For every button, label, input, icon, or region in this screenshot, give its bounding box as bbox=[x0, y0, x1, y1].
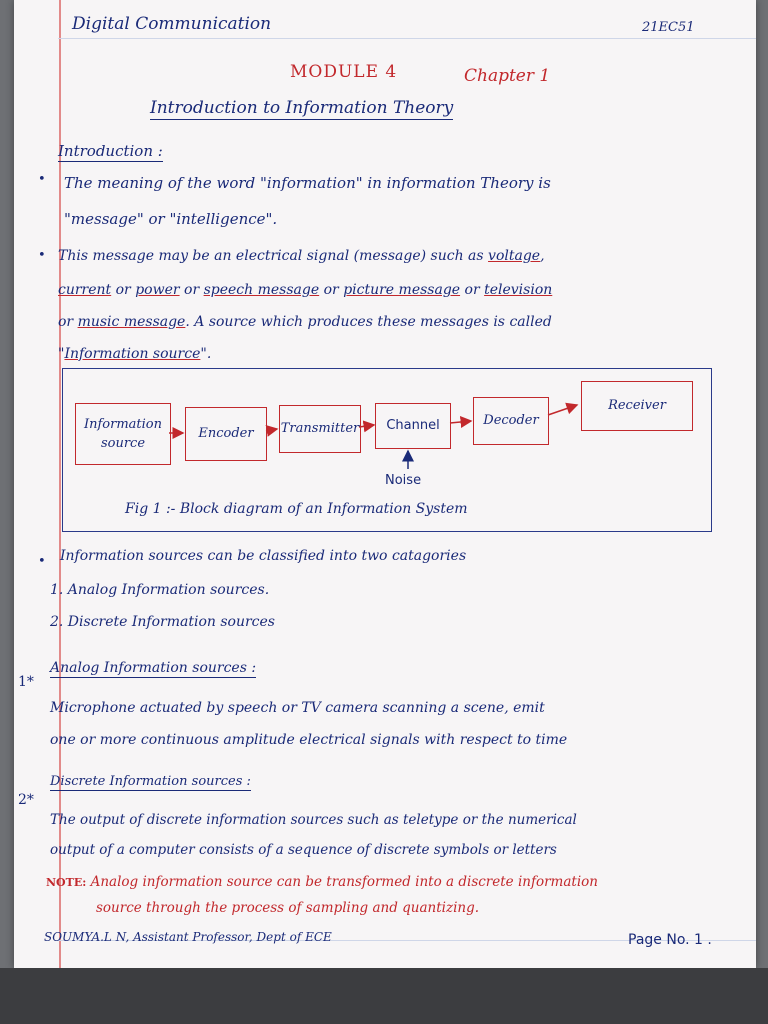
block-transmitter: Transmitter bbox=[279, 405, 361, 453]
chapter-label: Chapter 1 bbox=[464, 66, 551, 86]
subject-title: Digital Communication bbox=[72, 14, 272, 34]
intro-paragraph-1-line-1: The meaning of the word "information" in information Theory is bbox=[64, 174, 551, 192]
bullet-2: • bbox=[38, 248, 46, 263]
diagram-caption: Fig 1 :- Block diagram of an Information System bbox=[125, 501, 468, 517]
note-text-line-2: source through the process of sampling and quantizing. bbox=[96, 900, 480, 916]
block-encoder: Encoder bbox=[185, 407, 267, 461]
block-information-source: Information source bbox=[75, 403, 171, 465]
intro-paragraph-2-line-4: "Information source". bbox=[58, 346, 212, 362]
notebook-page bbox=[14, 0, 756, 968]
intro-paragraph-2-line-1: This message may be an electrical signal (message) such as voltage, bbox=[58, 248, 545, 264]
introduction-heading: Introduction : bbox=[58, 142, 163, 160]
classification-item-2: 2. Discrete Information sources bbox=[50, 614, 275, 630]
analog-heading: Analog Information sources : bbox=[50, 660, 257, 676]
analog-line-2: one or more continuous amplitude electrical signals with respect to time bbox=[50, 732, 568, 748]
block-receiver: Receiver bbox=[581, 381, 693, 431]
bullet-1: • bbox=[38, 172, 46, 187]
noise-label: Noise bbox=[385, 473, 422, 488]
intro-paragraph-1-line-2: "message" or "intelligence". bbox=[64, 210, 278, 228]
footer-author: SOUMYA.L N, Assistant Professor, Dept of ECE bbox=[44, 930, 332, 944]
discrete-heading: Discrete Information sources : bbox=[50, 774, 251, 789]
analog-marker: 1* bbox=[18, 674, 34, 690]
block-diagram bbox=[62, 368, 712, 532]
discrete-line-2: output of a computer consists of a sequence of discrete symbols or letters bbox=[50, 842, 557, 858]
footer-page-number: Page No. 1 . bbox=[628, 932, 712, 948]
note-text-line-1: NOTE: Analog information source can be transformed into a discrete information bbox=[46, 874, 598, 890]
discrete-marker: 2* bbox=[18, 792, 34, 808]
note-label: NOTE: bbox=[46, 876, 87, 889]
block-channel: Channel bbox=[375, 403, 451, 449]
classification-intro: Information sources can be classified into two catagories bbox=[60, 548, 467, 564]
course-code: 21EC51 bbox=[642, 20, 695, 35]
module-label: MODULE 4 bbox=[290, 62, 398, 82]
desk-background bbox=[0, 968, 768, 1024]
analog-line-1: Microphone actuated by speech or TV camera scanning a scene, emit bbox=[50, 700, 545, 716]
discrete-line-1: The output of discrete information sources such as teletype or the numerical bbox=[50, 812, 577, 828]
intro-paragraph-2-line-2: current or power or speech message or picture message or television bbox=[58, 282, 553, 298]
intro-paragraph-2-line-3: or music message. A source which produces these messages is called bbox=[58, 314, 552, 330]
topic-title: Introduction to Information Theory bbox=[150, 98, 454, 118]
block-decoder: Decoder bbox=[473, 397, 549, 445]
bullet-3: • bbox=[38, 554, 46, 569]
classification-item-1: 1. Analog Information sources. bbox=[50, 582, 270, 598]
